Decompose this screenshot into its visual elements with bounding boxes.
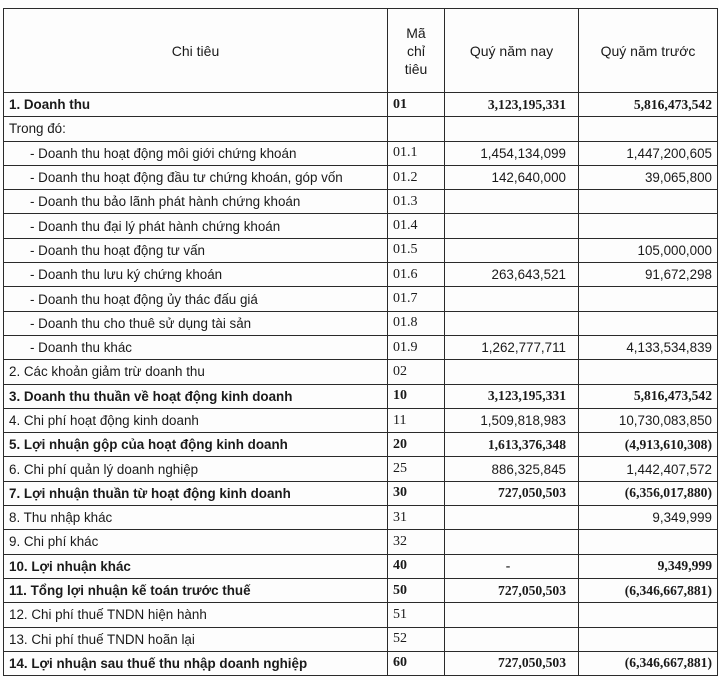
header-row (4, 9, 718, 93)
row-current-quarter (445, 287, 579, 311)
row-current-quarter: 1,454,134,099 (445, 141, 579, 165)
row-name: 6. Chi phí quản lý doanh nghiệp (4, 457, 388, 481)
row-current-quarter (445, 190, 579, 214)
table-row (4, 311, 718, 335)
row-current-quarter: 3,123,195,331 (445, 384, 579, 408)
row-code: 01.3 (388, 190, 445, 214)
row-code: 32 (388, 530, 445, 554)
header-quy-nam-truoc: Quý năm trước (579, 9, 718, 93)
row-code: 60 (388, 651, 445, 675)
table-row (4, 481, 718, 505)
row-code: 01.4 (388, 214, 445, 238)
row-current-quarter (445, 530, 579, 554)
row-code: 30 (388, 481, 445, 505)
table-row (4, 530, 718, 554)
row-code: 31 (388, 506, 445, 530)
row-name: - Doanh thu hoạt động ủy thác đấu giá (4, 287, 388, 311)
row-name: - Doanh thu đại lý phát hành chứng khoán (4, 214, 388, 238)
row-current-quarter (445, 311, 579, 335)
row-current-quarter (445, 238, 579, 262)
row-previous-quarter (579, 530, 718, 554)
row-previous-quarter: 5,816,473,542 (579, 93, 718, 117)
row-code: 25 (388, 457, 445, 481)
row-current-quarter (445, 360, 579, 384)
row-name: 13. Chi phí thuế TNDN hoãn lại (4, 627, 388, 651)
row-code: 52 (388, 627, 445, 651)
row-code: 02 (388, 360, 445, 384)
row-name: - Doanh thu khác (4, 335, 388, 359)
row-previous-quarter: 9,349,999 (579, 554, 718, 578)
row-current-quarter (445, 627, 579, 651)
row-current-quarter: 886,325,845 (445, 457, 579, 481)
row-previous-quarter: 39,065,800 (579, 165, 718, 189)
table-row (4, 457, 718, 481)
table-row (4, 433, 718, 457)
row-previous-quarter: (6,346,667,881) (579, 578, 718, 602)
row-name: 1. Doanh thu (4, 93, 388, 117)
table-row (4, 287, 718, 311)
row-previous-quarter (579, 603, 718, 627)
header-ma-chi-tieu (388, 9, 445, 93)
table-row (4, 408, 718, 432)
row-current-quarter: 727,050,503 (445, 651, 579, 675)
table-row (4, 93, 718, 117)
row-current-quarter: 3,123,195,331 (445, 93, 579, 117)
table-row (4, 263, 718, 287)
table-row (4, 627, 718, 651)
row-previous-quarter: (6,346,667,881) (579, 651, 718, 675)
income-statement-table (3, 8, 718, 676)
table-row (4, 238, 718, 262)
row-name: - Doanh thu lưu ký chứng khoán (4, 263, 388, 287)
row-previous-quarter (579, 287, 718, 311)
row-current-quarter: 727,050,503 (445, 578, 579, 602)
row-previous-quarter (579, 627, 718, 651)
row-previous-quarter: 105,000,000 (579, 238, 718, 262)
row-code: 01.5 (388, 238, 445, 262)
row-previous-quarter (579, 117, 718, 141)
row-code: 01.9 (388, 335, 445, 359)
row-code: 10 (388, 384, 445, 408)
table-row (4, 506, 718, 530)
row-name: 2. Các khoản giảm trừ doanh thu (4, 360, 388, 384)
header-quy-nam-nay: Quý năm nay (445, 9, 579, 93)
row-current-quarter: 1,613,376,348 (445, 433, 579, 457)
row-name: - Doanh thu hoạt động đầu tư chứng khoán, góp vốn (4, 165, 388, 189)
row-previous-quarter (579, 190, 718, 214)
row-code: 40 (388, 554, 445, 578)
row-code: 20 (388, 433, 445, 457)
row-name: Trong đó: (4, 117, 388, 141)
row-name: 7. Lợi nhuận thuần từ hoạt động kinh doanh (4, 481, 388, 505)
row-current-quarter: 1,509,818,983 (445, 408, 579, 432)
row-code: 01 (388, 93, 445, 117)
row-current-quarter: 727,050,503 (445, 481, 579, 505)
row-name: 9. Chi phí khác (4, 530, 388, 554)
row-name: 8. Thu nhập khác (4, 506, 388, 530)
table-row (4, 651, 718, 675)
row-code: 01.2 (388, 165, 445, 189)
row-name: - Doanh thu bảo lãnh phát hành chứng khoán (4, 190, 388, 214)
row-code: 51 (388, 603, 445, 627)
row-previous-quarter (579, 360, 718, 384)
table-row (4, 117, 718, 141)
header-ma-chi-tieu-text: Mã chỉ tiêu (404, 24, 428, 77)
table-body (4, 93, 718, 676)
row-current-quarter (445, 117, 579, 141)
table-row (4, 165, 718, 189)
row-previous-quarter: 9,349,999 (579, 506, 718, 530)
row-name: 3. Doanh thu thuần về hoạt động kinh doanh (4, 384, 388, 408)
table-row (4, 335, 718, 359)
row-name: 12. Chi phí thuế TNDN hiện hành (4, 603, 388, 627)
row-current-quarter: 263,643,521 (445, 263, 579, 287)
table-row (4, 554, 718, 578)
row-name: - Doanh thu hoạt động môi giới chứng khoán (4, 141, 388, 165)
row-current-quarter (445, 506, 579, 530)
row-code: 01.7 (388, 287, 445, 311)
table-row (4, 603, 718, 627)
row-previous-quarter: 10,730,083,850 (579, 408, 718, 432)
row-previous-quarter (579, 311, 718, 335)
row-current-quarter: - (445, 554, 579, 578)
row-current-quarter (445, 214, 579, 238)
row-previous-quarter: 4,133,534,839 (579, 335, 718, 359)
row-name: 10. Lợi nhuận khác (4, 554, 388, 578)
table-row (4, 214, 718, 238)
row-previous-quarter: 91,672,298 (579, 263, 718, 287)
table-row (4, 384, 718, 408)
header-chi-tieu: Chi tiêu (4, 9, 388, 93)
row-code: 50 (388, 578, 445, 602)
row-name: 11. Tổng lợi nhuận kế toán trước thuế (4, 578, 388, 602)
row-previous-quarter (579, 214, 718, 238)
table-row (4, 360, 718, 384)
row-previous-quarter: 1,447,200,605 (579, 141, 718, 165)
row-name: 4. Chi phí hoạt động kinh doanh (4, 408, 388, 432)
row-previous-quarter: 5,816,473,542 (579, 384, 718, 408)
row-name: - Doanh thu hoạt động tư vấn (4, 238, 388, 262)
row-name: 14. Lợi nhuận sau thuế thu nhập doanh nghiệp (4, 651, 388, 675)
row-name: - Doanh thu cho thuê sử dụng tài sản (4, 311, 388, 335)
table-row (4, 141, 718, 165)
row-code: 01.8 (388, 311, 445, 335)
row-current-quarter (445, 603, 579, 627)
row-name: 5. Lợi nhuận gộp của hoạt động kinh doanh (4, 433, 388, 457)
table-row (4, 190, 718, 214)
row-current-quarter: 1,262,777,711 (445, 335, 579, 359)
row-previous-quarter: (4,913,610,308) (579, 433, 718, 457)
table-row (4, 578, 718, 602)
row-code: 01.1 (388, 141, 445, 165)
row-current-quarter: 142,640,000 (445, 165, 579, 189)
row-code: 11 (388, 408, 445, 432)
row-previous-quarter: (6,356,017,880) (579, 481, 718, 505)
row-code (388, 117, 445, 141)
row-previous-quarter: 1,442,407,572 (579, 457, 718, 481)
row-code: 01.6 (388, 263, 445, 287)
